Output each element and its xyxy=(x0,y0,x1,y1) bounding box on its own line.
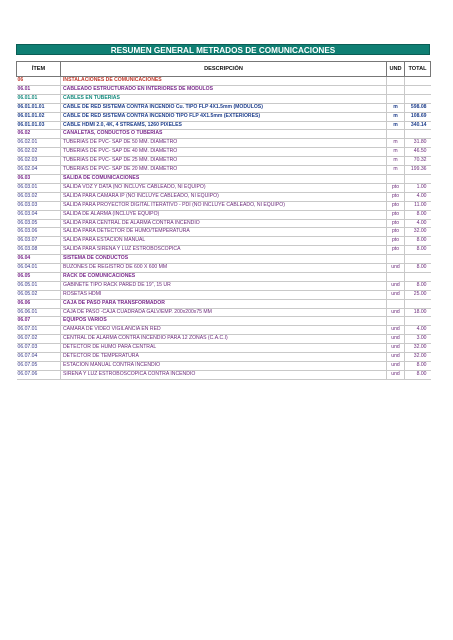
row-item-code[interactable]: 06.03.02 xyxy=(17,192,61,201)
row-description[interactable]: CABLES EN TUBERÍAS xyxy=(61,94,387,103)
table-row[interactable] xyxy=(17,130,431,139)
row-total[interactable]: 8.00 xyxy=(405,370,431,379)
row-unit[interactable]: pto xyxy=(387,183,405,192)
row-unit[interactable]: m xyxy=(387,166,405,175)
row-item-code[interactable]: 06.03.01 xyxy=(17,183,61,192)
row-description[interactable]: RACK DE COMUNICACIONES xyxy=(61,272,387,281)
row-item-code[interactable]: 06.07.04 xyxy=(17,353,61,362)
row-item-code[interactable]: 06.03.04 xyxy=(17,210,61,219)
header-description[interactable]: DESCRIPCIÓN xyxy=(61,62,387,77)
row-description[interactable]: CABLE DE RED SISTEMA CONTRA INCENDIO TIPO FLP 4X1.5mm (EXTERIORES) xyxy=(61,112,387,121)
table-row[interactable] xyxy=(17,317,431,326)
row-unit[interactable]: pto xyxy=(387,210,405,219)
table-row[interactable] xyxy=(17,94,431,103)
row-item-code[interactable]: 06.04.01 xyxy=(17,264,61,273)
row-unit[interactable] xyxy=(387,272,405,281)
row-item-code[interactable]: 06.03 xyxy=(17,174,61,183)
row-total[interactable]: 8.00 xyxy=(405,210,431,219)
metrados-sheet xyxy=(16,44,430,380)
row-unit[interactable]: pto xyxy=(387,228,405,237)
row-total[interactable]: 4.00 xyxy=(405,219,431,228)
row-description[interactable]: TUBERÍAS DE PVC- SAP DE 20 MM. DIÁMETRO xyxy=(61,166,387,175)
row-item-code[interactable]: 06.04 xyxy=(17,255,61,264)
row-total[interactable] xyxy=(405,299,431,308)
row-unit[interactable]: pto xyxy=(387,192,405,201)
row-total[interactable]: 32.00 xyxy=(405,228,431,237)
table-row[interactable] xyxy=(17,201,431,210)
row-total[interactable]: 46.50 xyxy=(405,148,431,157)
row-item-code[interactable]: 06.07.06 xyxy=(17,370,61,379)
row-item-code[interactable]: 06.02.03 xyxy=(17,157,61,166)
row-unit[interactable]: m xyxy=(387,112,405,121)
row-item-code[interactable]: 06.03.06 xyxy=(17,228,61,237)
row-item-code[interactable]: 06.07.02 xyxy=(17,335,61,344)
row-item-code[interactable]: 06.07.01 xyxy=(17,326,61,335)
table-row[interactable] xyxy=(17,353,431,362)
row-unit[interactable]: m xyxy=(387,103,405,112)
row-description[interactable]: EQUIPOS VARIOS xyxy=(61,317,387,326)
row-item-code[interactable]: 06 xyxy=(17,77,61,86)
row-total[interactable]: 108.69 xyxy=(405,112,431,121)
table-row[interactable] xyxy=(17,326,431,335)
table-row[interactable] xyxy=(17,264,431,273)
row-total[interactable]: 8.00 xyxy=(405,362,431,371)
row-unit[interactable]: und xyxy=(387,335,405,344)
table-row[interactable] xyxy=(17,281,431,290)
row-item-code[interactable]: 06.05.02 xyxy=(17,290,61,299)
row-description[interactable]: CAJA DE PASO -CAJA CUADRADA GALV/EMP. 200x200x75 MM xyxy=(61,308,387,317)
row-total[interactable]: 4.00 xyxy=(405,326,431,335)
row-item-code[interactable]: 06.02.04 xyxy=(17,166,61,175)
sheet-title: RESUMEN GENERAL METRADOS DE COMUNICACIONES xyxy=(16,44,430,55)
row-item-code[interactable]: 06.07 xyxy=(17,317,61,326)
row-total[interactable]: 11.00 xyxy=(405,201,431,210)
row-total[interactable] xyxy=(405,77,431,86)
table-header-row xyxy=(17,62,431,77)
row-unit[interactable]: m xyxy=(387,139,405,148)
row-unit[interactable] xyxy=(387,77,405,86)
row-description[interactable]: GABINETE TIPO RACK PARED DE 19", 15 UR xyxy=(61,281,387,290)
table-row[interactable] xyxy=(17,237,431,246)
row-total[interactable]: 1.00 xyxy=(405,183,431,192)
row-item-code[interactable]: 06.01.01.02 xyxy=(17,112,61,121)
row-unit[interactable]: und xyxy=(387,344,405,353)
row-unit[interactable]: und xyxy=(387,281,405,290)
table-row[interactable] xyxy=(17,192,431,201)
header-total[interactable]: TOTAL xyxy=(405,62,431,77)
row-total[interactable]: 8.00 xyxy=(405,281,431,290)
row-description[interactable]: CABLE DE RED SISTEMA CONTRA INCENDIO Cu. TIPO FLP 4X1.5mm (MÓDULOS) xyxy=(61,103,387,112)
row-item-code[interactable]: 06.03.07 xyxy=(17,237,61,246)
table-row[interactable] xyxy=(17,112,431,121)
row-description[interactable]: DETECTOR DE TEMPERATURA xyxy=(61,353,387,362)
table-row[interactable] xyxy=(17,246,431,255)
row-total[interactable]: 25.00 xyxy=(405,290,431,299)
table-row[interactable] xyxy=(17,174,431,183)
table-row[interactable] xyxy=(17,77,431,86)
row-description[interactable]: SALIDA PARA DETECTOR DE HUMO/TEMPERATURA xyxy=(61,228,387,237)
row-total[interactable] xyxy=(405,130,431,139)
row-item-code[interactable]: 06.01.01.03 xyxy=(17,121,61,130)
row-total[interactable]: 199.36 xyxy=(405,166,431,175)
row-unit[interactable]: und xyxy=(387,353,405,362)
row-total[interactable]: 4.00 xyxy=(405,192,431,201)
row-total[interactable]: 8.00 xyxy=(405,264,431,273)
row-unit[interactable]: m xyxy=(387,157,405,166)
row-unit[interactable]: pto xyxy=(387,237,405,246)
table-row[interactable] xyxy=(17,85,431,94)
row-unit[interactable]: und xyxy=(387,326,405,335)
row-unit[interactable]: und xyxy=(387,290,405,299)
table-row[interactable] xyxy=(17,290,431,299)
table-row[interactable] xyxy=(17,103,431,112)
row-item-code[interactable]: 06.02 xyxy=(17,130,61,139)
row-item-code[interactable]: 06.07.05 xyxy=(17,362,61,371)
row-description[interactable]: CABLEADO ESTRUCTURADO EN INTERIORES DE MÓDULOS xyxy=(61,85,387,94)
row-description[interactable]: SIRENA Y LUZ ESTROBOSCÓPICA CONTRA INCENDIO xyxy=(61,370,387,379)
row-total[interactable]: 8.00 xyxy=(405,246,431,255)
row-description[interactable]: SALIDA DE ALARMA (INCLUYE EQUIPO) xyxy=(61,210,387,219)
table-row[interactable] xyxy=(17,362,431,371)
row-item-code[interactable]: 06.03.03 xyxy=(17,201,61,210)
row-total[interactable]: 31.80 xyxy=(405,139,431,148)
metrados-table xyxy=(16,61,431,380)
row-description[interactable]: SALIDA PARA ESTACIÓN MANUAL xyxy=(61,237,387,246)
row-unit[interactable]: pto xyxy=(387,219,405,228)
table-row[interactable] xyxy=(17,139,431,148)
row-item-code[interactable]: 06.06 xyxy=(17,299,61,308)
row-description[interactable]: SALIDA PARA CENTRAL DE ALARMA CONTRA INCENDIO xyxy=(61,219,387,228)
row-total[interactable] xyxy=(405,94,431,103)
table-row[interactable] xyxy=(17,183,431,192)
row-unit[interactable]: und xyxy=(387,370,405,379)
row-item-code[interactable]: 06.05.01 xyxy=(17,281,61,290)
row-unit[interactable]: pto xyxy=(387,246,405,255)
row-total[interactable] xyxy=(405,255,431,264)
table-body xyxy=(17,77,431,380)
row-total[interactable] xyxy=(405,174,431,183)
row-unit[interactable] xyxy=(387,255,405,264)
row-unit[interactable]: m xyxy=(387,121,405,130)
row-total[interactable]: 598.08 xyxy=(405,103,431,112)
row-description[interactable]: TUBERÍAS DE PVC- SAP DE 40 MM. DIÁMETRO xyxy=(61,148,387,157)
row-description[interactable]: ROSETAS HDMI xyxy=(61,290,387,299)
table-row[interactable] xyxy=(17,370,431,379)
row-item-code[interactable]: 06.05 xyxy=(17,272,61,281)
row-description[interactable]: CANALETAS, CONDUCTOS O TUBERÍAS xyxy=(61,130,387,139)
row-description[interactable]: CABLE HDMI 2.0, 4K, 4 STREAMS, 1260 PIXELES xyxy=(61,121,387,130)
row-unit[interactable]: und xyxy=(387,264,405,273)
row-total[interactable] xyxy=(405,85,431,94)
row-item-code[interactable]: 06.06.01 xyxy=(17,308,61,317)
table-row[interactable] xyxy=(17,299,431,308)
row-item-code[interactable]: 06.01.01 xyxy=(17,94,61,103)
table-row[interactable] xyxy=(17,308,431,317)
table-row[interactable] xyxy=(17,335,431,344)
row-total[interactable] xyxy=(405,317,431,326)
table-row[interactable] xyxy=(17,166,431,175)
row-description[interactable]: SALIDA DE COMUNICACIONES xyxy=(61,174,387,183)
row-description[interactable]: ESTACIÓN MANUAL CONTRA INCENDIO xyxy=(61,362,387,371)
row-unit[interactable] xyxy=(387,299,405,308)
row-unit[interactable] xyxy=(387,174,405,183)
row-item-code[interactable]: 06.01 xyxy=(17,85,61,94)
row-unit[interactable] xyxy=(387,130,405,139)
row-total[interactable]: 3.00 xyxy=(405,335,431,344)
row-total[interactable]: 8.00 xyxy=(405,237,431,246)
row-description[interactable]: CENTRAL DE ALARMA CONTRA INCENDIO PARA 12 ZONAS (C.A.C.I) xyxy=(61,335,387,344)
row-total[interactable] xyxy=(405,272,431,281)
row-description[interactable]: CÁMARA DE VIDEO VIGILANCIA EN RED xyxy=(61,326,387,335)
row-description[interactable]: SALIDA PARA CÁMARA IP (NO INCLUYE CABLEADO, NI EQUIPO) xyxy=(61,192,387,201)
row-item-code[interactable]: 06.01.01.01 xyxy=(17,103,61,112)
row-description[interactable]: TUBERÍAS DE PVC- SAP DE 50 MM. DIÁMETRO xyxy=(61,139,387,148)
table-row[interactable] xyxy=(17,344,431,353)
header-unit[interactable]: UND xyxy=(387,62,405,77)
row-unit[interactable]: pto xyxy=(387,201,405,210)
row-description[interactable]: INSTALACIONES DE COMUNICACIONES xyxy=(61,77,387,86)
row-unit[interactable]: m xyxy=(387,148,405,157)
row-unit[interactable] xyxy=(387,317,405,326)
row-item-code[interactable]: 06.02.01 xyxy=(17,139,61,148)
row-unit[interactable] xyxy=(387,85,405,94)
row-unit[interactable]: und xyxy=(387,308,405,317)
row-item-code[interactable]: 06.07.03 xyxy=(17,344,61,353)
row-item-code[interactable]: 06.03.08 xyxy=(17,246,61,255)
table-row[interactable] xyxy=(17,228,431,237)
row-total[interactable]: 32.00 xyxy=(405,353,431,362)
table-row[interactable] xyxy=(17,255,431,264)
table-row[interactable] xyxy=(17,219,431,228)
table-row[interactable] xyxy=(17,148,431,157)
row-total[interactable]: 340.14 xyxy=(405,121,431,130)
header-item[interactable]: ÍTEM xyxy=(17,62,61,77)
row-description[interactable]: BUZONES DE REGISTRO DE 600 X 600 MM xyxy=(61,264,387,273)
row-unit[interactable]: und xyxy=(387,362,405,371)
row-total[interactable]: 70.32 xyxy=(405,157,431,166)
row-description[interactable]: SISTEMA DE CONDUCTOS xyxy=(61,255,387,264)
table-row[interactable] xyxy=(17,272,431,281)
row-description[interactable]: SALIDA PARA SIRENA Y LUZ ESTROBOSCÓPICA xyxy=(61,246,387,255)
row-total[interactable]: 18.00 xyxy=(405,308,431,317)
row-description[interactable]: CAJA DE PASO PARA TRANSFORMADOR xyxy=(61,299,387,308)
row-item-code[interactable]: 06.02.02 xyxy=(17,148,61,157)
row-description[interactable]: DETECTOR DE HUMO PARA CENTRAL xyxy=(61,344,387,353)
row-total[interactable]: 32.00 xyxy=(405,344,431,353)
table-row[interactable] xyxy=(17,157,431,166)
table-row[interactable] xyxy=(17,121,431,130)
row-item-code[interactable]: 06.03.05 xyxy=(17,219,61,228)
table-row[interactable] xyxy=(17,210,431,219)
row-description[interactable]: SALIDA PARA PROYECTOR DIGITAL ITERATIVO - PDI (NO INCLUYE CABLEADO, NI EQUIPO) xyxy=(61,201,387,210)
row-description[interactable]: TUBERÍAS DE PVC- SAP DE 25 MM. DIÁMETRO xyxy=(61,157,387,166)
row-unit[interactable] xyxy=(387,94,405,103)
row-description[interactable]: SALIDA VOZ Y DATA (NO INCLUYE CABLEADO, NI EQUIPO) xyxy=(61,183,387,192)
